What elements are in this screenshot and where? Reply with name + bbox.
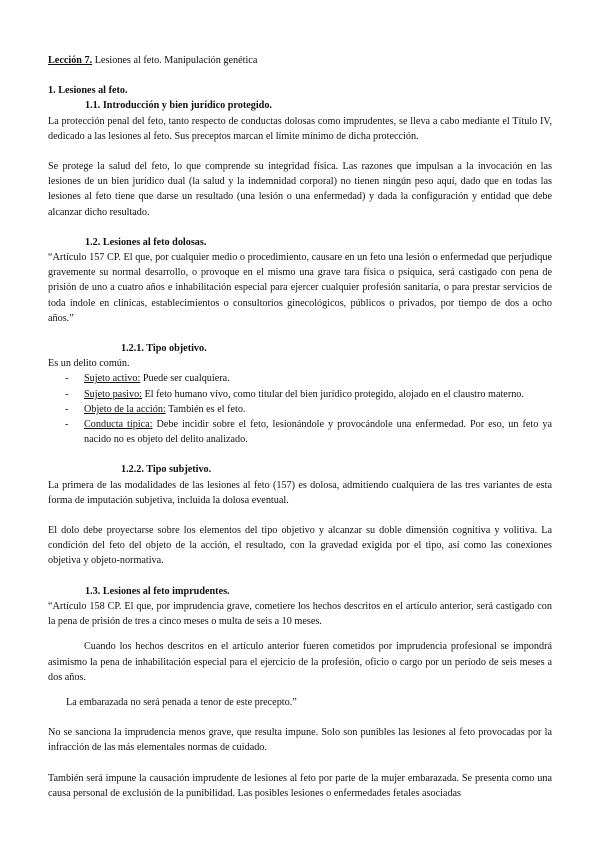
list-item-text: Puede ser cualquiera. — [140, 373, 230, 385]
section-1-1-heading: 1.1. Introducción y bien jurídico protegido. — [85, 100, 272, 112]
lesson-title — [48, 53, 552, 68]
paragraph-imprudentes-1: No se sanciona la imprudencia menos grave, que resulta impune. Solo son punibles las lesiones al feto provocadas por la infracción de las más elementales normas de cuidado. — [48, 727, 552, 754]
list-item-term: Conducta típica: — [84, 419, 153, 431]
paragraph-tipo-subjetivo-2: El dolo debe proyectarse sobre los elementos del tipo objetivo y alcanzar su doble dimensión cognitiva y volitiva. La condición del feto del objeto de la acción, el resultado, con la gravedad exigida por el tipo, así como las conexiones objetiva y objeto-normativa. — [48, 525, 552, 567]
quote-article-158-part-1: “Artículo 158 CP. El que, por imprudencia grave, cometiere los hechos descritos en el artículo anterior, será castigado con la pena de prisión de tres a cinco meses o multa de seis a 10 meses. — [48, 600, 552, 628]
section-1-2-2-heading: 1.2.2. Tipo subjetivo. — [121, 464, 212, 476]
paragraph-imprudentes-2: También será impune la causación imprudente de lesiones al feto por parte de la mujer embarazada. Se presenta como una causa personal de exclusión de la punibilidad. Las posibles lesiones o enfermedades fetales asociadas — [48, 772, 552, 799]
list-item-text: Debe incidir sobre el feto, lesionándole y provocándole una enfermedad. Por eso, un feto ya nacido no es objeto del delito analizado. — [84, 419, 552, 446]
list-item — [84, 371, 552, 386]
paragraph-intro-1: La protección penal del feto, tanto respecto de conductas dolosas como imprudentes, se lleva a cabo mediante el Título IV, dedicado a las lesiones al feto. Sus preceptos marcan el límite mínimo de dicha protección. — [48, 115, 552, 142]
list-item-term: Objeto de la acción: — [84, 403, 166, 415]
quote-article-158-part-3: La embarazada no será penada a tenor de este precepto.” — [66, 696, 297, 708]
document-body — [48, 53, 552, 801]
quote-article-157: “Artículo 157 CP. El que, por cualquier medio o procedimiento, causare en un feto una lesión o enfermedad que perjudique gravemente su normal desarrollo, o provoque en el mismo una grave tara física o psíquica, será castigado con pena de prisión de uno a cuatro años e inhabilitación especial para ejercer cualquier profesión sanitaria, o para prestar servicios de toda índole en clínicas, establecimientos o consultorios ginecológicos, públicos o privados, por tiempo de dos a ocho años.” — [48, 252, 552, 324]
section-1-heading: 1. Lesiones al feto. — [48, 85, 128, 97]
section-1-2-heading: 1.2. Lesiones al feto dolosas. — [85, 236, 207, 248]
list-item — [84, 402, 552, 417]
list-item — [84, 387, 552, 402]
paragraph-delito-comun: Es un delito común. — [48, 358, 130, 370]
lesson-label: Lección 7. — [48, 55, 93, 66]
list-item-term: Sujeto pasivo: — [84, 388, 143, 400]
list-item-term: Sujeto activo: — [84, 373, 141, 385]
paragraph-intro-2: Se protege la salud del feto, lo que comprende su integridad física. Las razones que impulsan a la invocación en las lesiones de un bien jurídico dual (la salud y la indemnidad corporal) no tienen ningún peso aquí, dado que en todas las lesiones al feto tiene que darse un resultado (una lesión o una enfermedad) y dada la configuración y entidad que debe alcanzar dicho resultado. — [48, 161, 552, 218]
quote-article-158-part-2: Cuando los hechos descritos en el artículo anterior fueren cometidos por imprudencia profesional se impondrá asimismo la pena de inhabilitación especial para el ejercicio de la profesión, oficio o cargo por un período de seis meses a dos años. — [48, 641, 552, 683]
list-item — [84, 417, 552, 447]
paragraph-tipo-subjetivo-1: La primera de las modalidades de las lesiones al feto (157) es dolosa, admitiendo cualquiera de las tres variantes de esta forma de imputación subjetiva, incluida la dolosa eventual. — [48, 479, 552, 506]
list-item-text: También es el feto. — [165, 403, 246, 415]
section-1-3-heading: 1.3. Lesiones al feto imprudentes. — [85, 585, 230, 597]
list-item-text: El feto humano vivo, como titular del bien jurídico protegido, alojado en el claustro materno. — [142, 388, 524, 400]
tipo-objetivo-list — [48, 371, 552, 447]
section-1-2-1-heading: 1.2.1. Tipo objetivo. — [121, 343, 207, 355]
lesson-title-text: Lesiones al feto. Manipulación genética — [92, 55, 258, 66]
